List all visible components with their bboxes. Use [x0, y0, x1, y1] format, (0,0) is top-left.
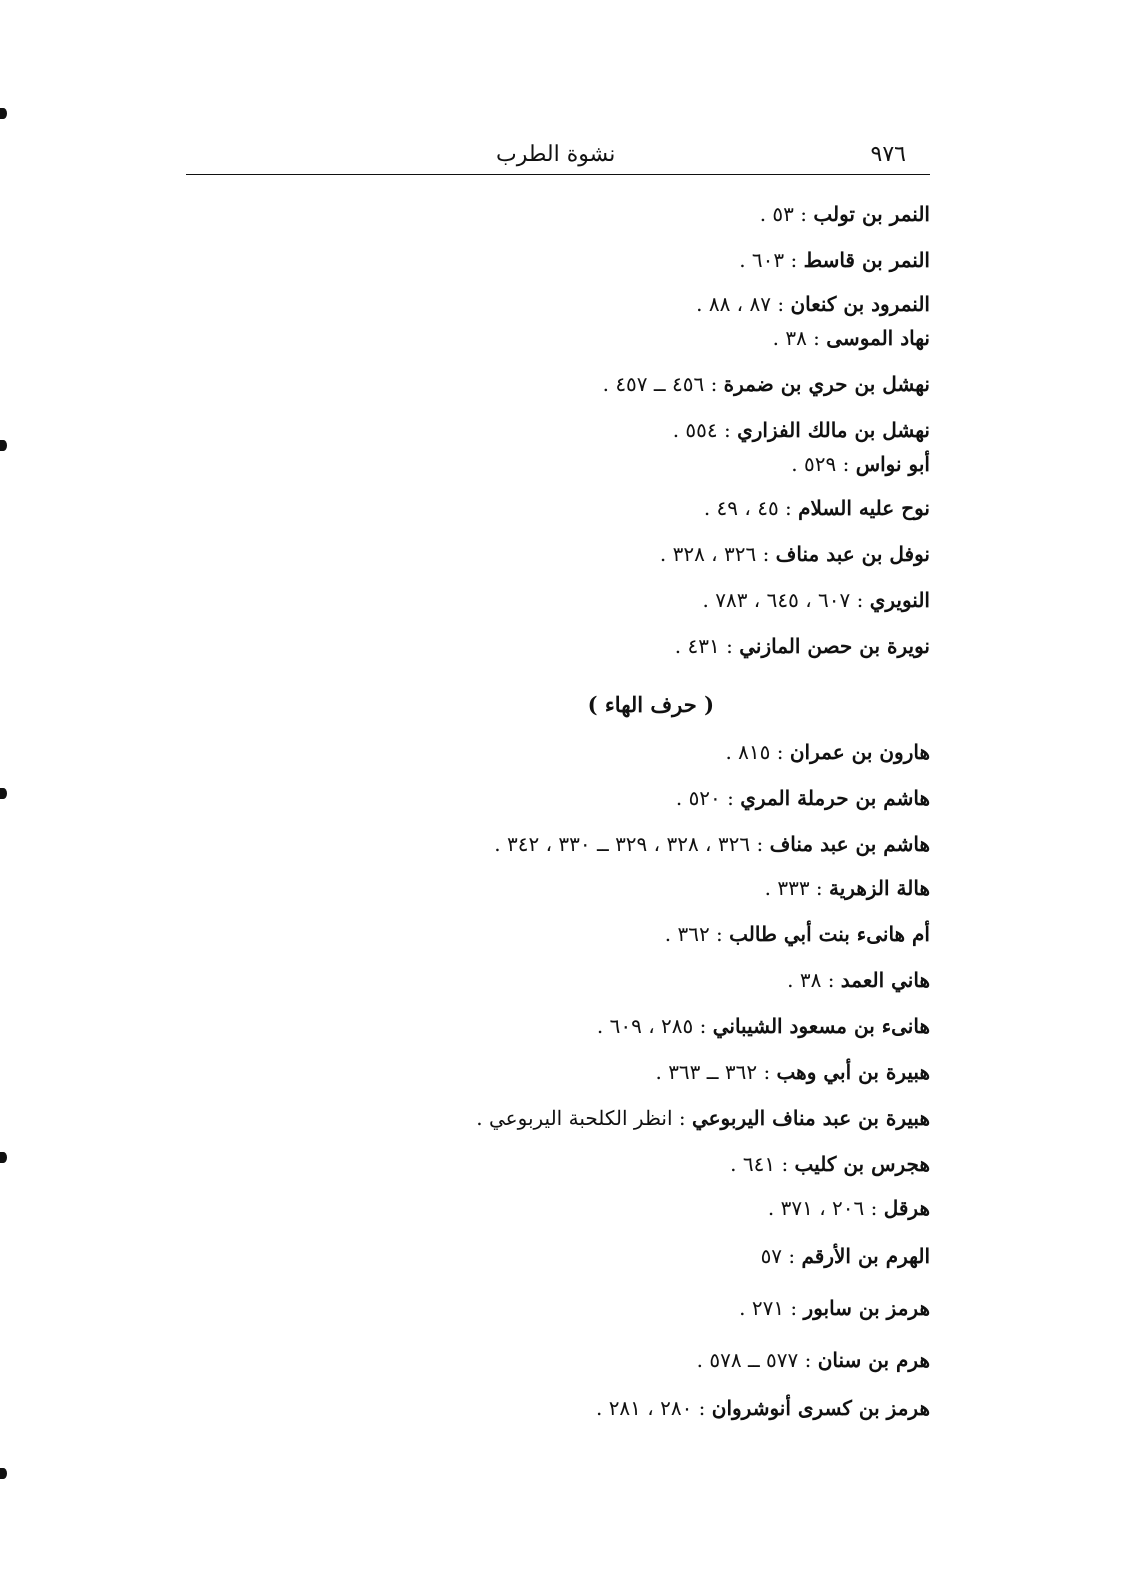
entry-name: هرمز بن سابور: [803, 1296, 930, 1320]
entry-pages: : ٦٤١ .: [730, 1152, 795, 1176]
section-heading: ( حرف الهاء ): [587, 692, 714, 717]
entry-name: النمرود بن كنعان: [790, 292, 930, 316]
index-entry: [773, 324, 930, 352]
entry-pages: : ٣٢٦ ، ٣٢٨ .: [659, 542, 776, 566]
index-entry: [655, 1058, 930, 1086]
index-entry: [791, 450, 930, 478]
entry-name: نوفل بن عبد مناف: [775, 542, 930, 566]
entry-pages: : ٥٧: [760, 1244, 802, 1268]
index-entry: [676, 784, 930, 812]
index-entry: [673, 416, 930, 444]
index-entry: [739, 1294, 930, 1322]
entry-pages: : ٦٠٣ .: [739, 248, 804, 272]
entry-pages: : انظر الكلحبة اليربوعي .: [476, 1106, 692, 1130]
index-entry: [660, 540, 930, 568]
entry-name: نوح عليه السلام: [798, 496, 930, 520]
index-entry: [760, 200, 930, 228]
index-entry: [476, 1104, 930, 1132]
entry-name: هاني العمد: [840, 968, 930, 992]
entry-pages: : ٨٧ ، ٨٨ .: [696, 292, 791, 316]
entry-pages: : ٤٥٦ ــ ٤٥٧ .: [602, 372, 724, 396]
entry-name: هانىء بن مسعود الشيباني: [712, 1014, 930, 1038]
index-entry: [703, 586, 931, 614]
index-entry: [787, 966, 930, 994]
entry-pages: : ٦٠٧ ، ٦٤٥ ، ٧٨٣ .: [702, 588, 870, 612]
entry-name: الهرم بن الأرقم: [801, 1244, 930, 1268]
scan-margin-mark: [0, 1468, 7, 1479]
entry-pages: : ٢٨٥ ، ٦٠٩ .: [596, 1014, 713, 1038]
entry-name: هاشم بن عبد مناف: [769, 832, 930, 856]
page-number: ٩٧٦: [870, 142, 906, 167]
index-entry: [675, 632, 930, 660]
entry-pages: : ٢٧١ .: [739, 1296, 804, 1320]
entry-name: هالة الزهرية: [829, 876, 930, 900]
entry-pages: : ٥٣ .: [759, 202, 814, 226]
index-entry: [494, 830, 930, 858]
entry-name: نهشل بن حري بن ضمرة: [723, 372, 930, 396]
entry-name: أبو نواس: [855, 452, 930, 476]
entry-pages: : ٥٢٩ .: [791, 452, 856, 476]
entry-pages: : ٥٢٠ .: [675, 786, 741, 810]
scan-margin-mark: [0, 440, 7, 451]
entry-pages: : ٣٣٣ .: [764, 876, 830, 900]
entry-name: هرمز بن كسرى أنوشروان: [711, 1396, 930, 1420]
entry-pages: : ٤٣١ .: [674, 634, 740, 658]
index-entry: [696, 290, 930, 318]
entry-pages: : ٤٥ ، ٤٩ .: [703, 496, 799, 520]
entry-pages: : ٣٢٦ ، ٣٢٨ ، ٣٢٩ ــ ٣٣٠ ، ٣٤٢ .: [494, 832, 770, 856]
index-entry: [697, 1346, 930, 1374]
index-entry: [725, 738, 930, 766]
index-entry: [739, 246, 930, 274]
entry-pages: : ٣٨ .: [772, 326, 827, 350]
entry-pages: : ٥٥٤ .: [672, 418, 738, 442]
entry-pages: : ٥٧٧ ــ ٥٧٨ .: [696, 1348, 818, 1372]
entry-pages: : ٣٦٢ .: [664, 922, 730, 946]
index-entry: [596, 1394, 930, 1422]
entry-pages: : ٨١٥ .: [725, 740, 790, 764]
index-entry: [761, 1242, 930, 1270]
entry-name: أم هانىء بنت أبي طالب: [729, 922, 930, 946]
index-entry: [730, 1150, 930, 1178]
entry-name: هارون بن عمران: [789, 740, 930, 764]
entry-name: هجرس بن كليب: [794, 1152, 930, 1176]
entry-name: هرم بن سنان: [817, 1348, 930, 1372]
scan-margin-mark: [0, 788, 7, 799]
index-entry: [665, 920, 930, 948]
index-entry: [768, 1194, 930, 1222]
entry-pages: : ٣٨ .: [787, 968, 841, 992]
entry-name: نويرة بن حصن المازني: [739, 634, 930, 658]
entry-pages: : ٢٨٠ ، ٢٨١ .: [595, 1396, 712, 1420]
entry-name: النمر بن تولب: [813, 202, 930, 226]
entry-name: هبيرة بن أبي وهب: [776, 1060, 930, 1084]
index-entry: [765, 874, 930, 902]
entry-name: النمر بن قاسط: [803, 248, 930, 272]
entry-name: هاشم بن حرملة المري: [740, 786, 930, 810]
index-entry: [704, 494, 930, 522]
entry-name: هبيرة بن عبد مناف اليربوعي: [691, 1106, 930, 1130]
entry-name: النويري: [869, 588, 930, 612]
index-entry: [597, 1012, 930, 1040]
entry-pages: : ٣٦٢ ــ ٣٦٣ .: [655, 1060, 777, 1084]
entry-name: نهشل بن مالك الفزاري: [737, 418, 930, 442]
entry-pages: : ٢٠٦ ، ٣٧١ .: [767, 1196, 884, 1220]
scan-margin-mark: [0, 108, 7, 119]
page-header: [186, 138, 930, 175]
entry-name: نهاد الموسى: [826, 326, 930, 350]
entry-name: هرقل: [883, 1196, 930, 1220]
scan-margin-mark: [0, 1152, 7, 1163]
index-entry: [603, 370, 930, 398]
running-title: نشوة الطرب: [496, 142, 616, 167]
